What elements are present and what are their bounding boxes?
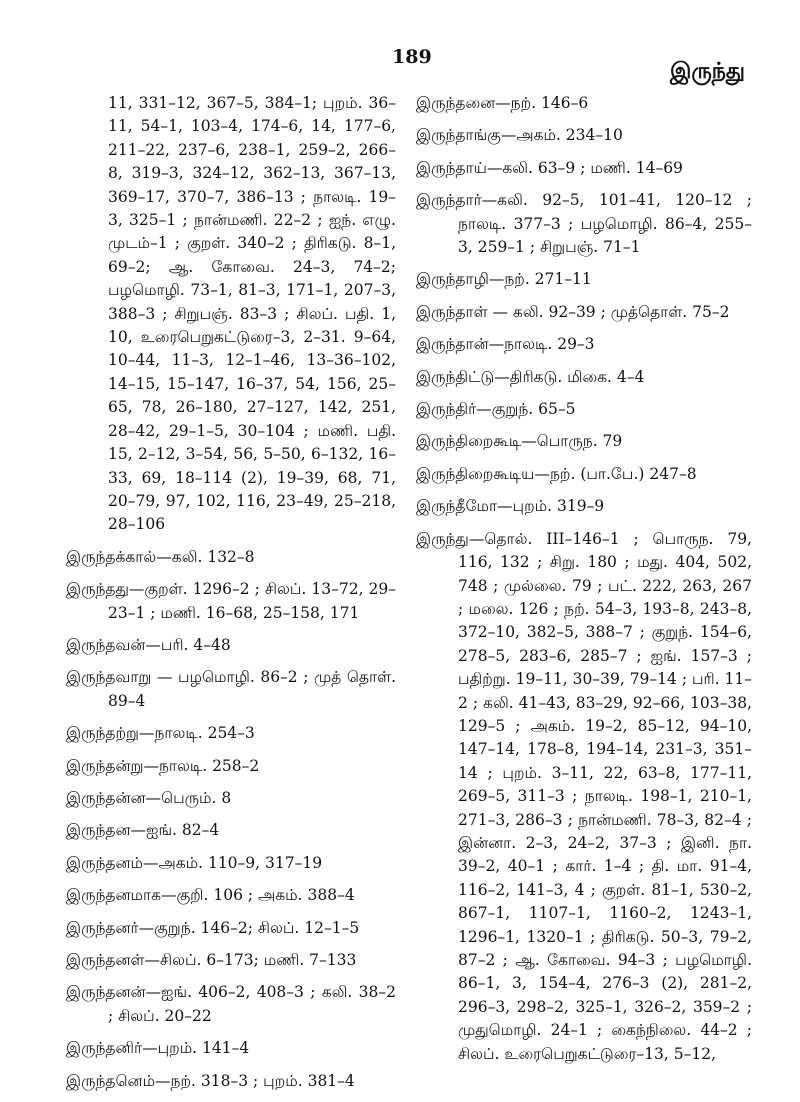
index-entry: இருந்தனமாக—குறி. 106 ; அகம். 388–4 bbox=[66, 886, 355, 905]
index-entry: இருந்தன—ஐங். 82–4 bbox=[66, 821, 220, 840]
index-entry: இருந்தனள்—சிலப். 6–173; மணி. 7–133 bbox=[66, 951, 357, 969]
index-entry: இருந்தன்று—நாலடி. 258–2 bbox=[66, 756, 260, 775]
index-entry: இருந்தனன்—ஐங். 406–2, 408–3 ; கலி. 38–2 ; சிலப். 20–22 bbox=[66, 983, 396, 1025]
page-number: 189 bbox=[392, 46, 432, 68]
index-entry: இருந்தக்கால்—கலி. 132–8 bbox=[66, 547, 255, 566]
index-entry: இருந்திறைகூடிய—நற். (பா.பே.) 247–8 bbox=[416, 464, 697, 483]
index-entry: இருந்தற்று—நாலடி. 254–3 bbox=[66, 724, 255, 743]
continuation-entry: 11, 331–12, 367–5, 384–1; புறம். 36–11, 54–1, 103–4, 174–6, 14, 177–6, 211–22, 237–6, 238–1, 259–2, 266–8, 319–3, 324–12, 362–13, 367–13, 369–17, 370–7, 386–13 ; நாலடி. 19–3, 325–1 ; நான்மணி. 22–2 ; ஐந். எழு. முடம்–1 ; குறள். 340–2 ; திரிகடு. 8–1, 69–2; ஆ. கோவை. 24–3, 74–2; பழமொழி. 73–1, 81–3, 171–1, 207–3, 388–3 ; சிறுபஞ். 83–3 ; சிலப். பதி. 1, 10, உரைபெறுகட்டுரை–3, 2–31. 9–64, 10–44, 11–3, 12–1–46, 13–36–102, 14–15, 15–147, 16–37, 54, 156, 25–65, 78, 26–180, 27–127, 142, 251, 28–42, 29–1–5, 30–104 ; மணி. பதி. 15, 2–12, 3–54, 56, 5–50, 6–132, 16–33, 69, 18–114 (2), 19–39, 68, 71, 20–79, 97, 102, 116, 23–49, 25–218, 28–106 bbox=[108, 94, 396, 534]
index-entry: இருந்தான்—நாலடி. 29–3 bbox=[416, 335, 595, 354]
right-column bbox=[416, 92, 752, 1075]
index-entry: இருந்தனர்—குறுந். 146–2; சிலப். 12–1–5 bbox=[66, 918, 360, 937]
index-entry: இருந்து—தொல். III–146–1 ; பொருந. 79, 116, 132 ; சிறு. 180 ; மது. 404, 502, 748 ; முல்லை. 79 ; பட். 222, 263, 267 ; மலை. 126 ; நற். 54–3, 193–8, 243–8, 372–10, 382–5, 388–7 ; குறுந். 154–6, 278–5, 283–6, 285–7 ; ஐங். 157–3 ; பதிற்று. 19–11, 30–39, 79–14 ; பரி. 11–2 ; கலி. 41–43, 83–29, 92–66, 103–38, 129–5 ; அகம். 19–2, 85–12, 94–10, 147–14, 178–8, 194–14, 231–3, 351–14 ; புறம். 3–11, 22, 63–8, 177–11, 269–5, 311–3 ; நாலடி. 198–1, 210–1, 271–3, 286–3 ; நான்மணி. 78–3, 82–4 ; இன்னா. 2–3, 24–2, 37–3 ; இனி. நா. 39–2, 40–1 ; கார். 1–4 ; தி. மா. 91–4, 116–2, 141–3, 4 ; குறள். 81–1, 530–2, 867–1, 1107–1, 1160–2, 1243–1, 1296–1, 1320–1 ; திரிகடு. 50–3, 79–2, 87–2 ; ஆ. கோவை. 94–3 ; பழமொழி. 86–1, 3, 154–4, 276–3 (2), 281–2, 296–3, 298–2, 325–1, 326–2, 359–2 ; முதுமொழி. 24–1 ; கைந்நிலை. 44–2 ; சிலப். உரைபெறுகட்டுரை–13, 5–12, bbox=[416, 529, 752, 1063]
index-entry: இருந்தவாறு — பழமொழி. 86–2 ; முத் தொள். 89–4 bbox=[66, 668, 396, 710]
index-entry: இருந்தாய்—கலி. 63–9 ; மணி. 14–69 bbox=[416, 158, 683, 177]
index-entry: இருந்தனெம்—நற். 318–3 ; புறம். 381–4 bbox=[66, 1071, 355, 1090]
index-entry: இருந்தனம்—அகம். 110–9, 317–19 bbox=[66, 853, 323, 872]
index-entry: இருந்தாங்கு—அகம். 234–10 bbox=[416, 126, 623, 145]
index-entry: இருந்தன்ன—பெரும். 8 bbox=[66, 788, 232, 807]
index-entry: இருந்திர்—குறுந். 65–5 bbox=[416, 400, 576, 419]
index-entry: இருந்தது—குறள். 1296–2 ; சிலப். 13–72, 29–23–1 ; மணி. 16–68, 25–158, 171 bbox=[66, 580, 396, 622]
index-entry: இருந்தார்—கலி. 92–5, 101–41, 120–12 ; நாலடி. 377–3 ; பழமொழி. 86–4, 255–3, 259–1 ; சிறுபஞ். 71–1 bbox=[416, 191, 752, 257]
index-entry: இருந்தீமோ—புறம். 319–9 bbox=[416, 497, 605, 516]
index-entry: இருந்திறைகூடி—பொருந. 79 bbox=[416, 432, 623, 451]
index-entry: இருந்தாழி—நற். 271–11 bbox=[416, 270, 592, 289]
index-entry: இருந்தவன்—பரி. 4–48 bbox=[66, 635, 231, 654]
index-entry: இருந்தனை—நற். 146–6 bbox=[416, 94, 589, 112]
running-head: இருந்து bbox=[670, 58, 745, 84]
index-entry: இருந்தாள் — கலி. 92–39 ; முத்தொள். 75–2 bbox=[416, 302, 730, 321]
index-entry: இருந்தனிர்—புறம். 141–4 bbox=[66, 1039, 250, 1058]
index-entry: இருந்திட்டு—திரிகடு. மிகை. 4–4 bbox=[416, 367, 645, 386]
left-column bbox=[66, 92, 396, 1102]
